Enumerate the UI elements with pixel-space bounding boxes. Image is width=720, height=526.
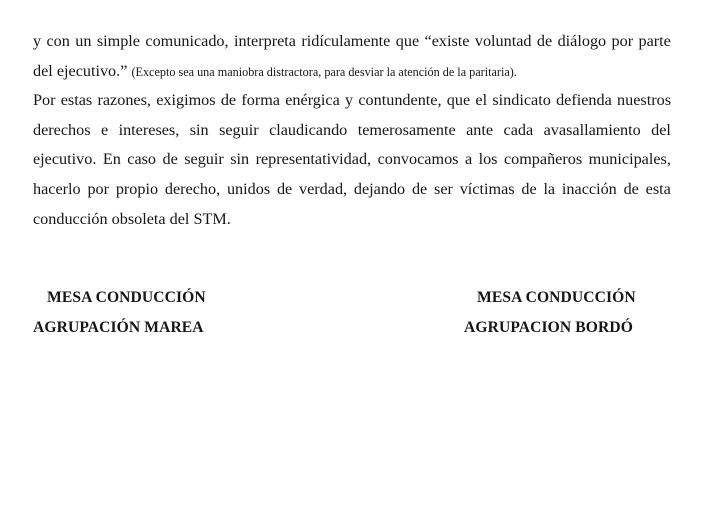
paragraph-2-line-2-word: derechos: [33, 120, 91, 139]
paragraph-2-line-2-word: intereses,: [118, 120, 180, 139]
paragraph-2-line-1-word: defienda: [556, 91, 612, 110]
paragraph-2-line-4-word: víctimas: [459, 179, 515, 198]
paragraph-2-line-1-word: estas: [60, 91, 93, 110]
paragraph-2-line-3-word: compañeros: [503, 150, 583, 169]
paragraph-2-line-3-word: ejecutivo.: [33, 150, 97, 169]
paragraph-1-line-1-word: un: [75, 32, 92, 50]
paragraph-2-line-2: [33, 116, 671, 146]
paragraph-2-line-2-word: e: [100, 120, 109, 139]
paragraph-2-line-3-word: a: [464, 150, 473, 169]
paragraph-2-line-2-word: temerosamente: [357, 120, 456, 139]
paragraph-2-line-1-word: nuestros: [617, 91, 671, 110]
paragraph-1-line-1-word: que: [395, 32, 420, 50]
document-body: [33, 27, 671, 234]
paragraph-2-line-2-word: seguir: [219, 120, 259, 139]
paragraph-2-line-1-word: que: [446, 91, 471, 110]
paragraph-2-line-2-word: cada: [503, 120, 534, 139]
paragraph-2-line-1-word: de: [220, 91, 237, 110]
paragraph-2-line-2-word: claudicando: [269, 120, 348, 139]
signature-right-line-1: MESA CONDUCCIÓN: [477, 289, 636, 306]
paragraph-1-line-1-word: comunicado,: [145, 32, 229, 50]
signature-left-line-1: MESA CONDUCCIÓN: [47, 289, 206, 306]
paragraph-2-line-1: [33, 86, 671, 116]
paragraph-2-line-4-word: inacción: [561, 179, 617, 198]
paragraph-2-line-3-word: convocamos: [377, 150, 459, 169]
paragraph-2-line-3-word: En: [102, 150, 121, 169]
paragraph-2-line-1-word: sindicato: [492, 91, 551, 110]
paragraph-1-line-2: [33, 57, 671, 87]
paragraph-2-line-5: conducción obsoleta del STM.: [33, 209, 231, 228]
paragraph-1-line-1-word: voluntad: [474, 32, 532, 50]
paragraph-2-line-1-word: y: [345, 91, 354, 110]
paragraph-2-line-4-word: de: [276, 179, 293, 198]
signature-left-line-2: AGRUPACIÓN MAREA: [33, 319, 204, 336]
paragraph-1-line-1-word: por: [611, 32, 634, 50]
paragraph-1-line-1-word: simple: [96, 32, 140, 50]
paragraph-2-line-3: [33, 145, 671, 175]
paragraph-2-line-1-word: razones,: [97, 91, 151, 110]
paragraph-2-line-4-word: dejando: [353, 179, 406, 198]
paragraph-2-line-4-word: esta: [645, 179, 671, 198]
paragraph-2-line-4-word: propio: [115, 179, 159, 198]
paragraph-2-line-4-word: hacerlo: [33, 179, 81, 198]
paragraph-2-line-4-word: por: [87, 179, 110, 198]
paragraph-2-line-3-word: los: [478, 150, 498, 169]
signature-right-line-2: AGRUPACION BORDÓ: [464, 319, 633, 336]
paragraph-2-line-1-word: forma: [241, 91, 280, 110]
paragraph-2-line-1-word: enérgica: [285, 91, 340, 110]
paragraph-2-line-4-word: ser: [434, 179, 453, 198]
paragraph-2-line-4-word: de: [411, 179, 428, 198]
paragraph-2-line-3-word: sin: [230, 150, 250, 169]
paragraph-1-line-1-word: “existe: [424, 32, 470, 50]
paragraph-2-line-3-word: municipales,: [588, 150, 671, 169]
paragraph-2-line-3-word: caso: [127, 150, 157, 169]
paragraph-2-line-1-word: contundente,: [358, 91, 442, 110]
paragraph-2-line-4-word: la: [543, 179, 556, 198]
paragraph-1-line-2-main: del ejecutivo.”: [33, 61, 128, 80]
paragraph-2-line-2-word: sin: [189, 120, 209, 139]
paragraph-2-line-1-word: Por: [33, 91, 56, 110]
paragraph-1-note: (Excepto sea una maniobra distractora, para desviar la atención de la paritaria).: [131, 64, 517, 79]
paragraph-2-line-4-word: de: [521, 179, 537, 198]
paragraph-1-line-1-word: interpreta: [233, 32, 296, 50]
paragraph-2-line-1-word: el: [475, 91, 488, 110]
paragraph-1-line-1-word: con: [46, 32, 70, 50]
paragraph-1-line-1-word: de: [536, 32, 553, 50]
paragraph-2-line-4-word: unidos: [226, 179, 271, 198]
paragraph-2-line-4-word: de: [623, 179, 639, 198]
paragraph-1-line-1: [33, 27, 671, 57]
paragraph-2-line-4-word: derecho,: [164, 179, 221, 198]
paragraph-1-line-1-word: y: [33, 32, 42, 50]
paragraph-2-line-2-word: avasallamiento: [543, 120, 641, 139]
paragraph-2-line-4: [33, 175, 671, 205]
paragraph-2-line-1-word: exigimos: [156, 91, 216, 110]
paragraph-1-line-1-word: ridículamente: [301, 32, 391, 50]
paragraph-2-line-3-word: seguir: [184, 150, 224, 169]
paragraph-2-line-4-word: verdad,: [299, 179, 348, 198]
paragraph-2-line-2-word: del: [651, 120, 671, 139]
paragraph-2-line-3-word: de: [162, 150, 178, 169]
paragraph-2-line-2-word: ante: [466, 120, 494, 139]
paragraph-2-line-3-word: representatividad,: [255, 150, 372, 169]
paragraph-1-line-1-word: diálogo: [557, 32, 607, 50]
paragraph-1-line-1-word: parte: [638, 32, 671, 50]
